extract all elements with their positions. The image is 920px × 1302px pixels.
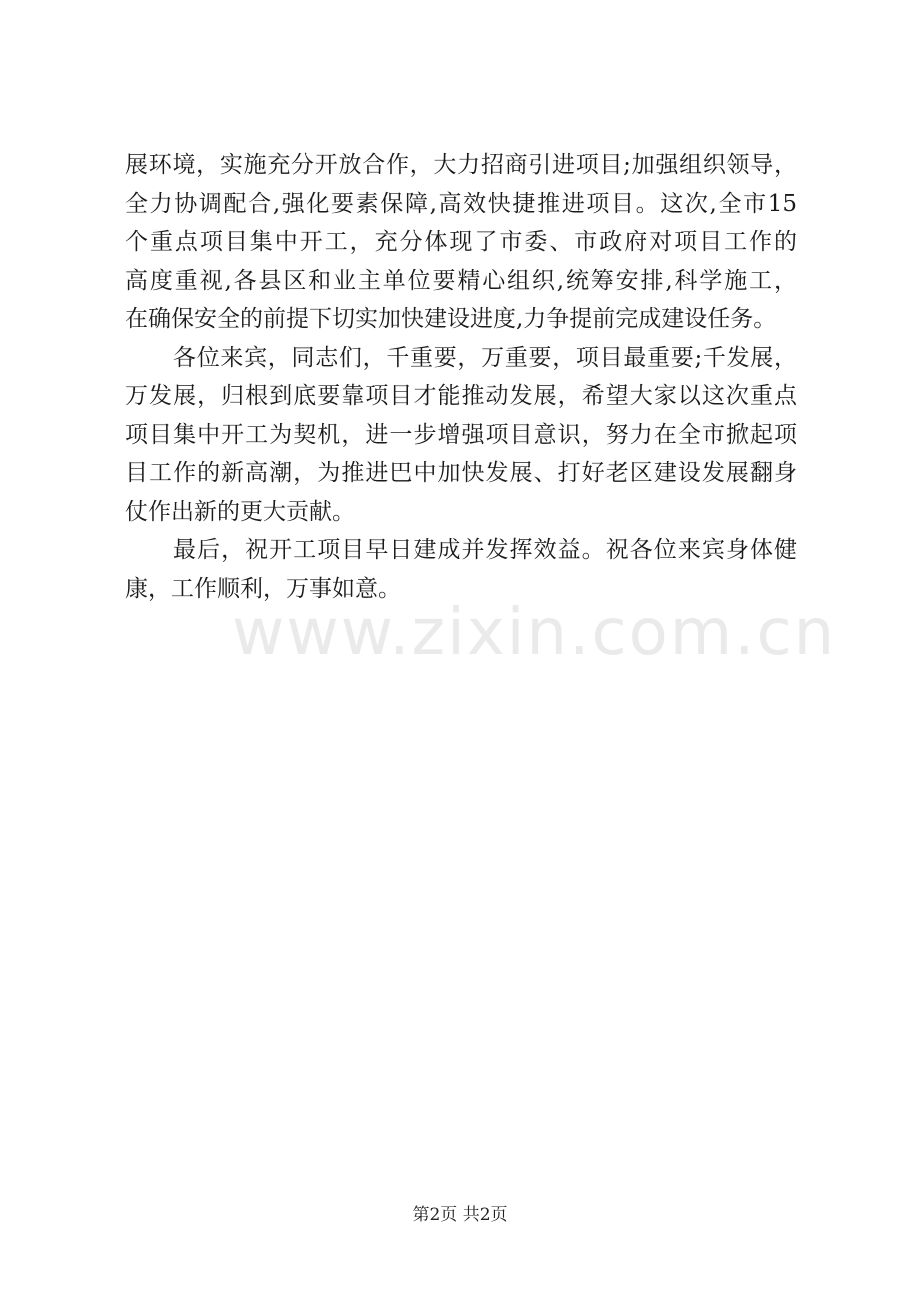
text-line: 全力协调配合,强化要素保障,高效快捷推进项目。这次,全市15: [125, 190, 797, 217]
text-line: 目工作的新高潮，为推进巴中加快发展、打好老区建设发展翻身: [125, 460, 797, 486]
text-line: 最后，祝开工项目早日建成并发挥效益。祝各位来宾身体健: [173, 537, 797, 563]
text-line: 高度重视,各县区和业主单位要精心组织,统筹安排,科学施工，: [125, 267, 797, 294]
body-text: [125, 146, 797, 608]
text-line: 各位来宾，同志们，千重要，万重要，项目最重要;千发展，: [173, 344, 797, 371]
text-line: 个重点项目集中开工，充分体现了市委、市政府对项目工作的: [125, 229, 797, 255]
text-line: 展环境，实施充分开放合作，大力招商引进项目;加强组织领导，: [125, 152, 797, 178]
text-line: 项目集中开工为契机，进一步增强项目意识，努力在全市掀起项: [125, 421, 797, 448]
text-line: 万发展，归根到底要靠项目才能推动发展，希望大家以这次重点: [125, 383, 797, 409]
page-footer: 第2页 共2页: [412, 1205, 508, 1225]
text-line: 在确保安全的前提下切实加快建设进度,力争提前完成建设任务。: [125, 306, 777, 332]
text-line: 仗作出新的更大贡献。: [125, 498, 355, 525]
text-line: 康，工作顺利，万事如意。: [125, 575, 401, 602]
watermark: www.zixin.com.cn: [232, 596, 837, 670]
